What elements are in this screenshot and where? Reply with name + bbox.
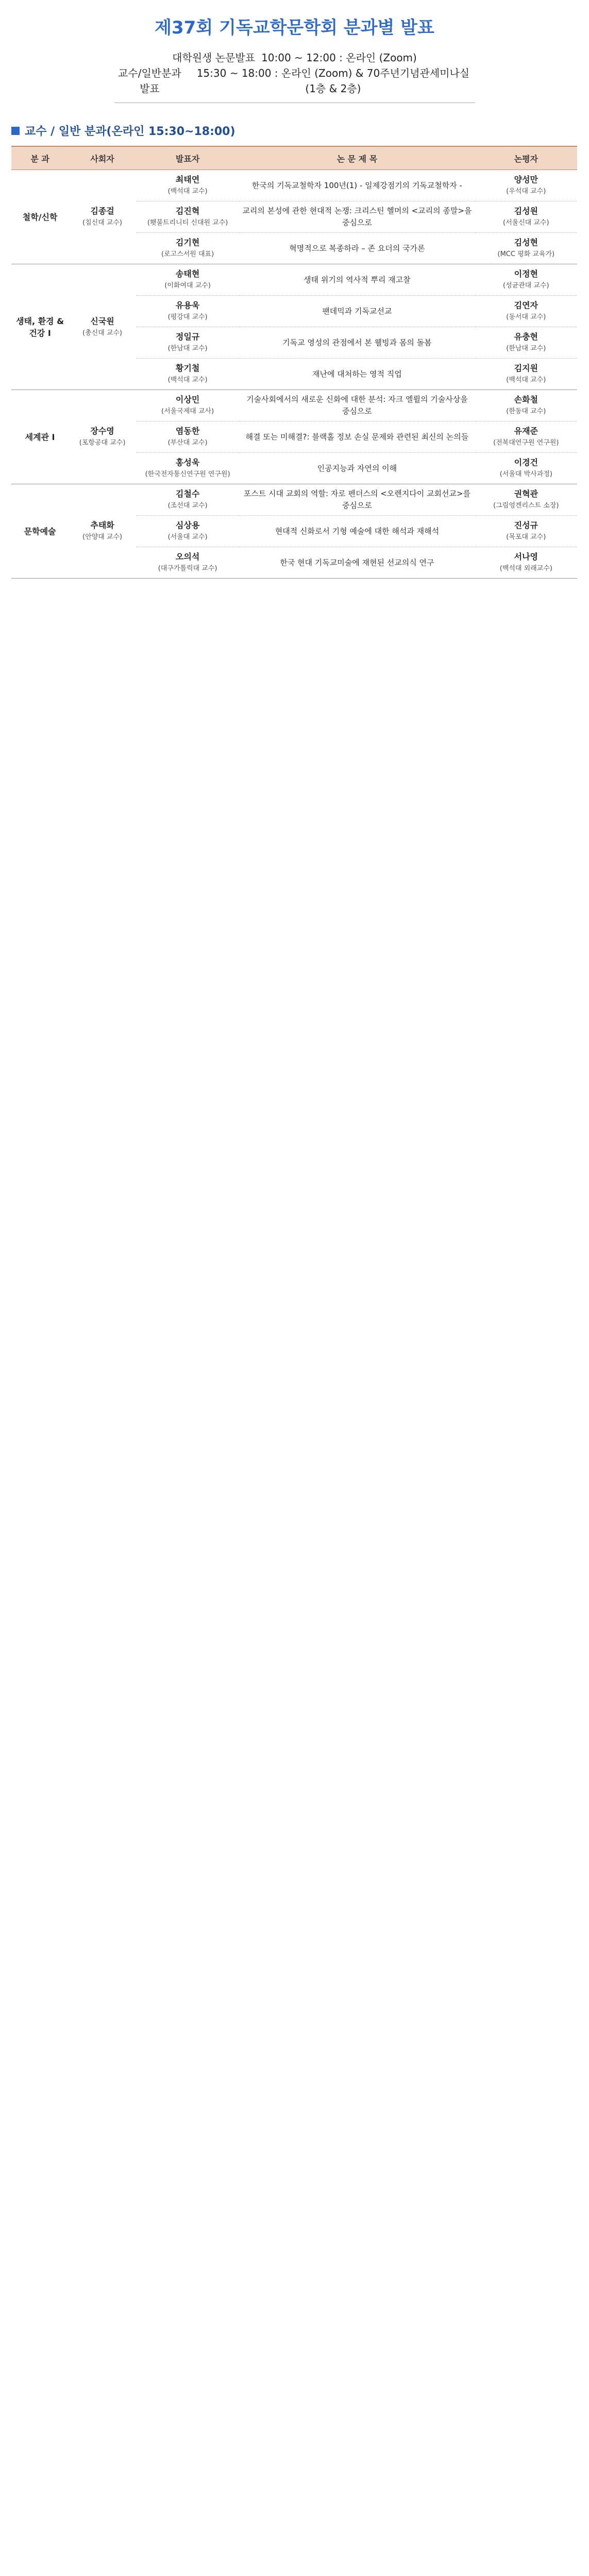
commentator-affiliation: (백석대 외래교수) <box>499 565 552 572</box>
moderator-name: 장수영 <box>90 426 114 436</box>
schedule-value: 15:30 ~ 18:00 : 온라인 (Zoom) & 70주년기념관세미나실 (1층 & 2층) <box>196 67 470 95</box>
presenter-cell <box>136 264 239 296</box>
moderator-affiliation: (침신대 교수) <box>82 219 123 227</box>
presenter-cell <box>136 170 239 201</box>
commentator-affiliation: (동서대 교수) <box>506 313 546 321</box>
commentator-cell <box>475 453 577 484</box>
division-name: 철학/신학 <box>11 170 69 264</box>
commentator-affiliation: (백석대 교수) <box>506 376 546 384</box>
commentator-cell <box>475 547 577 579</box>
division-name: 생태, 환경 & 건강 I <box>11 264 69 390</box>
moderator-cell <box>69 264 136 390</box>
section-title: 교수 / 일반 분과(온라인 15:30~18:00) <box>25 125 235 138</box>
commentator-affiliation: (그림엉겐리스트 소장) <box>493 502 559 510</box>
presenter-name: 황기철 <box>175 363 200 373</box>
presenter-affiliation: (대구가톨릭대 교수) <box>158 565 217 572</box>
paper-title: 기독교 영성의 관점에서 본 웰빙과 몸의 돌봄 <box>239 327 475 359</box>
commentator-name: 김지원 <box>514 363 538 373</box>
paper-title: 인공지능과 자연의 이해 <box>239 453 475 484</box>
commentator-name: 이정현 <box>514 269 538 279</box>
commentator-affiliation: (서울대 박사과정) <box>499 470 552 478</box>
commentator-name: 진성규 <box>514 520 538 530</box>
commentator-cell <box>475 516 577 547</box>
presenter-name: 김진혁 <box>175 206 200 216</box>
presenter-name: 정일규 <box>175 332 200 342</box>
presenter-cell <box>136 359 239 390</box>
moderator-affiliation: (총신대 교수) <box>82 329 123 337</box>
commentator-name: 서나영 <box>514 552 538 562</box>
paper-title: 교리의 본성에 관한 현대적 논쟁: 크리스틴 헬머의 <교리의 종말>을 중심으로 <box>239 201 475 233</box>
presenter-affiliation: (이화여대 교수) <box>164 282 211 290</box>
presenter-name: 염동한 <box>175 426 200 436</box>
column-header-presenter: 발표자 <box>136 146 239 170</box>
presenter-affiliation: (서울대 교수) <box>167 533 208 541</box>
presenter-cell <box>136 421 239 453</box>
presenter-name: 유용욱 <box>175 300 200 310</box>
table-body <box>11 170 577 579</box>
commentator-cell <box>475 264 577 296</box>
commentator-name: 김성현 <box>514 238 538 247</box>
presenter-name: 심상용 <box>175 520 200 530</box>
presenter-cell <box>136 201 239 233</box>
presenter-cell <box>136 233 239 264</box>
presenter-cell <box>136 327 239 359</box>
moderator-name: 신국원 <box>90 316 114 326</box>
presenter-name: 김기현 <box>175 238 200 247</box>
moderator-cell <box>69 390 136 484</box>
commentator-affiliation: (우석대 교수) <box>506 188 546 195</box>
presenter-affiliation: (한남대 교수) <box>167 345 208 352</box>
table-row <box>11 264 577 296</box>
commentator-name: 김성원 <box>514 206 538 216</box>
presenter-name: 김철수 <box>175 489 200 499</box>
moderator-cell <box>69 484 136 579</box>
commentator-cell <box>475 484 577 516</box>
column-header-commentator: 논평자 <box>475 146 577 170</box>
schedule-label: 대학원생 논문발표 <box>172 52 256 64</box>
commentator-cell <box>475 233 577 264</box>
paper-title: 기술사회에서의 새로운 신화에 대한 분석: 자크 엘륄의 기술사상을 중심으로 <box>239 390 475 421</box>
table-header <box>11 146 577 170</box>
page-title: 제37회 기독교학문학회 분과별 발표 <box>155 18 434 38</box>
presenter-name: 최태연 <box>175 175 200 184</box>
presenter-affiliation: (횃불트리니티 신대원 교수) <box>147 219 228 227</box>
commentator-cell <box>475 327 577 359</box>
presenter-cell <box>136 453 239 484</box>
commentator-cell <box>475 390 577 421</box>
presenter-affiliation: (부산대 교수) <box>167 439 208 447</box>
commentator-name: 양성만 <box>514 175 538 184</box>
presenter-affiliation: (백석대 교수) <box>167 376 208 384</box>
commentator-name: 유충현 <box>514 332 538 342</box>
paper-title: 재난에 대처하는 영적 직업 <box>239 359 475 390</box>
moderator-affiliation: (포항공대 교수) <box>79 439 126 447</box>
commentator-affiliation: (목포대 교수) <box>506 533 546 541</box>
presenter-name: 홍성욱 <box>175 457 200 467</box>
commentator-cell <box>475 296 577 327</box>
square-icon <box>11 127 20 135</box>
paper-title: 한국의 기독교철학자 100년(1) - 일제강점기의 기독교철학자 - <box>239 170 475 201</box>
paper-title: 생태 위기의 역사적 뿌리 재고찰 <box>239 264 475 296</box>
commentator-name: 손화철 <box>514 395 538 404</box>
commentator-name: 유재준 <box>514 426 538 436</box>
paper-title: 한국 현대 기독교미술에 재현된 선교의식 연구 <box>239 547 475 579</box>
presenter-name: 이상민 <box>175 395 200 404</box>
division-name: 세계관 I <box>11 390 69 484</box>
schedule-row <box>114 65 475 96</box>
schedule-value: 10:00 ~ 12:00 : 온라인 (Zoom) <box>261 52 417 64</box>
schedule-box <box>114 50 475 103</box>
commentator-affiliation: (서울신대 교수) <box>503 219 549 227</box>
commentator-cell <box>475 170 577 201</box>
section-heading <box>11 123 589 139</box>
presenter-affiliation: (한국전자통신연구원 연구원) <box>145 470 230 478</box>
presenter-affiliation: (서울국제대 교사) <box>161 408 214 415</box>
table-row <box>11 390 577 421</box>
commentator-affiliation: (한남대 교수) <box>506 345 546 352</box>
presenter-name: 오의석 <box>175 552 200 562</box>
commentator-cell <box>475 421 577 453</box>
commentator-affiliation: (성균관대 교수) <box>503 282 549 290</box>
commentator-name: 김연자 <box>514 300 538 310</box>
presenter-name: 송태현 <box>175 269 200 279</box>
presenter-cell <box>136 516 239 547</box>
schedule-row <box>114 50 475 65</box>
moderator-cell <box>69 170 136 264</box>
table-row <box>11 170 577 201</box>
schedule-label: 교수/일반분과발표 <box>118 67 181 95</box>
column-header-division: 분 과 <box>11 146 69 170</box>
commentator-cell <box>475 201 577 233</box>
table-header-row <box>11 146 577 170</box>
column-header-moderator: 사회자 <box>69 146 136 170</box>
paper-title: 팬데믹과 기독교선교 <box>239 296 475 327</box>
presenter-cell <box>136 484 239 516</box>
moderator-affiliation: (안양대 교수) <box>82 533 123 541</box>
presenter-affiliation: (로고스서원 대표) <box>161 250 214 258</box>
table-row <box>11 484 577 516</box>
commentator-name: 권혁관 <box>514 489 538 499</box>
moderator-name: 김종걸 <box>90 206 114 216</box>
presenter-cell <box>136 296 239 327</box>
presenter-affiliation: (백석대 교수) <box>167 188 208 195</box>
paper-title: 혁명적으로 복종하라 – 존 요더의 국가론 <box>239 233 475 264</box>
commentator-affiliation: (MCC 평화 교육가) <box>497 250 555 258</box>
moderator-name: 추태화 <box>90 520 114 530</box>
presenter-affiliation: (조선대 교수) <box>167 502 208 510</box>
session-table <box>11 146 577 579</box>
presenter-cell <box>136 390 239 421</box>
commentator-cell <box>475 359 577 390</box>
paper-title: 해결 또는 미해결?: 블랙홀 정보 손실 문제와 관련된 최신의 논의들 <box>239 421 475 453</box>
division-name: 문학예술 <box>11 484 69 579</box>
commentator-affiliation: (한동대 교수) <box>506 408 546 415</box>
paper-title: 포스트 시대 교회의 역할: 자로 펜더스의 <오렌지다이 교회선교>를 중심으로 <box>239 484 475 516</box>
paper-title: 현대적 신화로서 기형 예술에 대한 해석과 재해석 <box>239 516 475 547</box>
commentator-name: 이경건 <box>514 457 538 467</box>
commentator-affiliation: (전북대연구원 연구원) <box>493 439 559 447</box>
column-header-title: 논 문 제 목 <box>239 146 475 170</box>
presenter-cell <box>136 547 239 579</box>
presenter-affiliation: (평강대 교수) <box>167 313 208 321</box>
